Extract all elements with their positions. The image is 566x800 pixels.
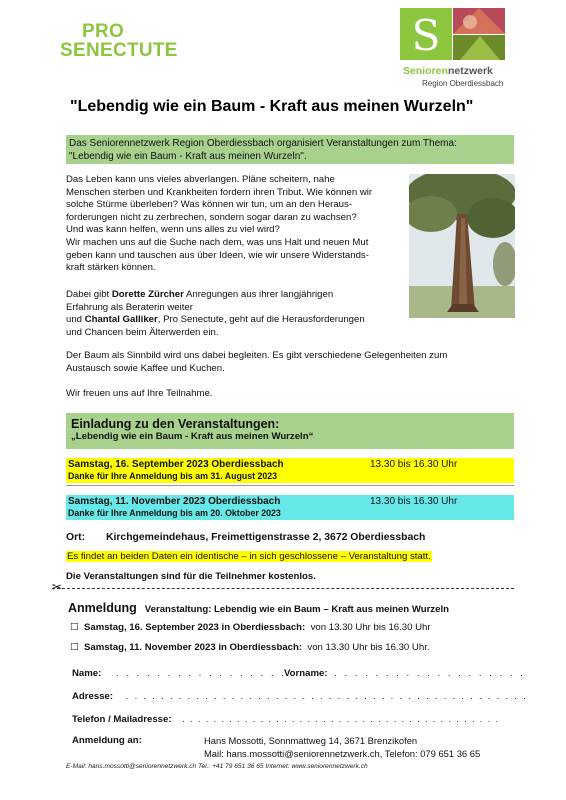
paragraph-intro: [66, 174, 372, 275]
logo-name: Seniorennetzwerk: [403, 65, 493, 77]
invitation-subtitle: „Lebendig wie ein Baum - Kraft aus meinen Wurzeln“: [71, 431, 314, 442]
registration-heading-row: [68, 599, 449, 617]
option-label: Samstag, 11. November 2023 in Oberdiessbach:: [83, 642, 303, 653]
text-line: Wir machen uns auf die Suche nach dem, was uns Halt und neuen Mut: [66, 236, 369, 248]
event-deadline: Danke für Ihre Anmeldung bis am 20. Oktober 2023: [68, 508, 281, 518]
text-line: Menschen sterben und Krankheiten fordern ihren Tribut. Wie können wir: [66, 186, 373, 198]
seniorennetzwerk-logo: [400, 8, 505, 88]
logo-line-senectute: SENECTUTE: [60, 40, 178, 61]
registration-option-2[interactable]: [70, 642, 430, 653]
option-time: von 13.30 Uhr bis 16.30 Uhr.: [307, 642, 430, 653]
name-label: Name:: [72, 668, 102, 679]
text-line: und Chancen beim Älterwerden ein.: [66, 326, 219, 338]
registration-heading: Anmeldung: [68, 601, 137, 615]
text-line: Der Baum als Sinnbild wird uns dabei begleiten. Es gibt verschiedene Gelegenheiten zum: [66, 350, 448, 361]
text-line: Austausch sowie Kaffee und Kuchen.: [66, 362, 225, 374]
address-field[interactable]: [72, 691, 528, 702]
divider: [66, 485, 514, 486]
phone-field[interactable]: [72, 714, 499, 725]
scissors-icon: ✂: [52, 580, 63, 594]
phone-dots[interactable]: . . . . . . . . . . . . . . . . . . . . . . . . . . . . . . . . . . . . . . . . .: [182, 714, 500, 725]
intro-line-1: Das Seniorennetzwerk Region Oberdiessbach organisiert Veranstaltungen zum Thema:: [69, 138, 457, 149]
option-time: von 13.30 Uhr bis 16.30 Uhr: [310, 622, 431, 633]
text-line: Dabei gibt Dorette Zürcher Anregungen aus ihrer langjährigen: [66, 289, 334, 300]
logo-tiles-image: [400, 8, 505, 60]
free-note: Die Veranstaltungen sind für die Teilnehmer kostenlos.: [66, 571, 316, 582]
send-to-label: Anmeldung an:: [72, 735, 142, 746]
registration-event: Veranstaltung: Lebendig wie ein Baum – Kraft aus meinen Wurzeln: [144, 604, 449, 615]
registration-option-1[interactable]: [70, 622, 431, 633]
text-line: forderungen nicht zu zerbrechen, sondern sogar daran zu wachsen?: [66, 211, 357, 223]
invitation-box: [66, 413, 514, 449]
paragraph-welcome: Wir freuen uns auf Ihre Teilnahme.: [66, 388, 213, 399]
text-line: und Chantal Galliker, Pro Senectute, geht auf die Herausforderungen: [66, 314, 365, 326]
event-time: 13.30 bis 16.30 Uhr: [370, 459, 458, 470]
text-line: Und was kann helfen, wenn uns alles zu viel wird?: [66, 224, 280, 236]
text-line: geben kann und tauschen aus über Ideen, wie wir unsere Widerstands-: [66, 249, 369, 261]
name-field[interactable]: [72, 668, 297, 679]
vorname-dots[interactable]: . . . . . . . . . . . . . . . . . . .: [334, 668, 526, 679]
vorname-label: Vorname:: [284, 668, 328, 679]
location-label: Ort:: [66, 532, 86, 543]
contact-block: [204, 735, 480, 760]
tree-photo: [409, 174, 515, 318]
intro-line-2: "Lebendig wie ein Baum - Kraft aus meinen Wurzeln".: [69, 151, 307, 162]
logo-line-pro: PRO: [82, 21, 125, 42]
invitation-heading: Einladung zu den Veranstaltungen:: [71, 417, 280, 431]
text-line: Das Leben kann uns vieles abverlangen. Pläne scheitern, nahe: [66, 174, 335, 185]
event-deadline: Danke für Ihre Anmeldung bis am 31. August 2023: [68, 471, 278, 481]
contact-line: Mail: hans.mossotti@seniorennetzwerk.ch, Telefon: 079 651 36 65: [204, 747, 481, 759]
name-dots[interactable]: . . . . . . . . . . . . . . . . . .: [116, 668, 297, 679]
location-value: Kirchgemeindehaus, Freimettigenstrasse 2, 3672 Oberdiessbach: [106, 532, 426, 543]
checkbox-icon[interactable]: ☐: [70, 622, 79, 633]
contact-line: Hans Mossotti, Sonnmattweg 14, 3671 Brenzikofen: [204, 735, 418, 746]
page-title: "Lebendig wie ein Baum - Kraft aus meinen Wurzeln": [70, 98, 474, 115]
location: [66, 532, 425, 543]
text-line: solche Stürme überleben? Was können wir tun, um an den Heraus-: [66, 199, 353, 211]
event-date-text: Samstag, 16. September 2023 Oberdiessbach: [68, 459, 284, 470]
pro-senectute-logo: [60, 22, 178, 60]
intro-box: [66, 135, 514, 164]
svg-text:S: S: [411, 11, 441, 60]
same-event-note: Es findet an beiden Daten ein identische – in sich geschlossene – Veranstaltung statt.: [67, 551, 431, 562]
event-date-2: [66, 495, 514, 520]
paragraph-tree: [66, 350, 447, 375]
paragraph-speakers: [66, 289, 365, 339]
logo-region: Region Oberdiessbach: [422, 79, 504, 88]
speaker-name: Dorette Zürcher: [111, 289, 184, 300]
cut-line: [52, 588, 514, 589]
event-date-1: [66, 458, 514, 483]
address-dots[interactable]: . . . . . . . . . . . . . . . . . . . . . . . . . . . . . . . . . . . . . . . . . . . . . .: [125, 691, 528, 702]
checkbox-icon[interactable]: ☐: [70, 642, 79, 653]
event-date-text: Samstag, 11. November 2023 Oberdiessbach: [68, 496, 281, 507]
text-line: kraft stärken können.: [66, 262, 156, 274]
vorname-field[interactable]: [284, 668, 525, 679]
footer: E-Mail: hans.mossotti@seniorennetzwerk.ch Tel.: +41 79 651 36 65 Internet: www.seniorennetzwerk.ch: [66, 763, 368, 770]
speaker-name: Chantal Galliker: [84, 314, 158, 326]
phone-label: Telefon / Mailadresse:: [72, 714, 172, 725]
event-time: 13.30 bis 16.30 Uhr: [370, 496, 458, 507]
address-label: Adresse:: [72, 691, 114, 702]
text-line: Erfahrung als Beraterin weiter: [66, 301, 193, 313]
option-label: Samstag, 16. September 2023 in Oberdiessbach:: [83, 622, 306, 633]
